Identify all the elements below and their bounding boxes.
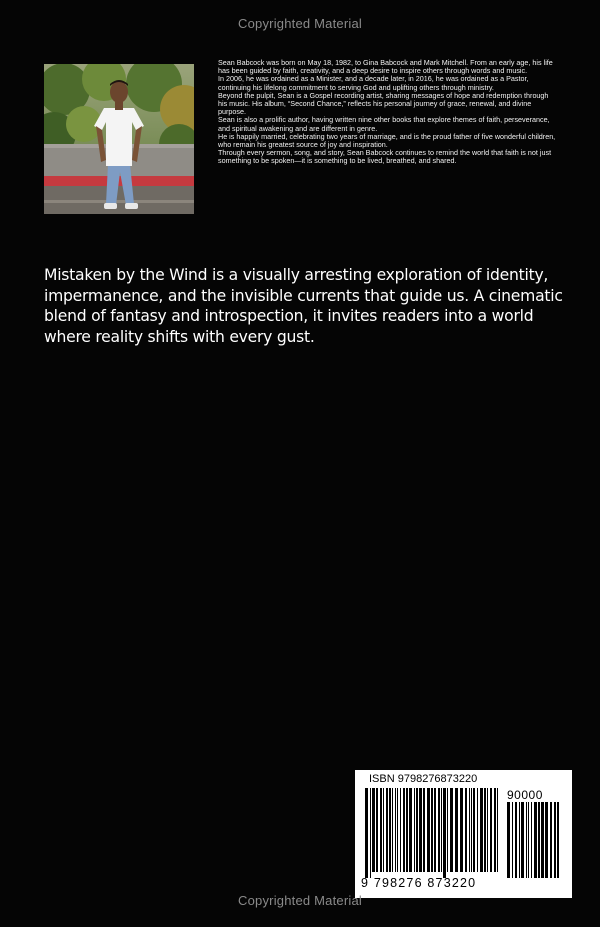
isbn-label: ISBN 9798276873220 (369, 773, 478, 785)
author-photo (44, 64, 194, 214)
bio-paragraph: Sean is also a prolific author, having written nine other books that explore themes of faith, perseverance, and spiritual awakening and are different in genre. (218, 115, 550, 133)
barcode-bars-icon (363, 788, 501, 878)
addon-barcode-bars-icon (505, 802, 563, 878)
author-portrait-icon (44, 64, 194, 214)
bio-paragraph: Sean Babcock was born on May 18, 1982, to Gina Babcock and Mark Mitchell. From an early age, his life has been guided by faith, creativity, and a deep desire to inspire others through words and music. (218, 58, 553, 76)
bio-paragraph: Through every sermon, song, and story, Sean Babcock continues to remind the world that faith is not just something to be spoken—it is something to be lived, breathed, and shared. (218, 148, 552, 166)
copyright-watermark-top: Copyrighted Material (238, 16, 362, 31)
author-biography (218, 59, 558, 166)
isbn-barcode (355, 770, 572, 898)
isbn-digits: 9 798276 873220 (361, 876, 477, 890)
copyright-watermark-bottom: Copyrighted Material (238, 893, 362, 908)
book-blurb: Mistaken by the Wind is a visually arresting exploration of identity, impermanence, and the invisible currents that guide us. A cinematic blend of fantasy and introspection, it invites readers into a world where reality shifts with every gust. (44, 266, 563, 346)
bio-paragraph: Beyond the pulpit, Sean is a Gospel recording artist, sharing messages of hope and redemption through his music. His album, “Second Chance,” reflects his personal journey of grace, renewal, and divine purpose. (218, 90, 549, 117)
price-code: 90000 (507, 788, 543, 802)
bio-paragraph: In 2006, he was ordained as a Minister, and a decade later, in 2016, he was ordained as a Pastor, continuing his lifelong commitment to serving God and uplifting others through ministry. (218, 74, 529, 92)
bio-paragraph: He is happily married, celebrating two years of marriage, and is the proud father of five wonderful children, who remain his greatest source of joy and inspiration. (218, 131, 556, 150)
